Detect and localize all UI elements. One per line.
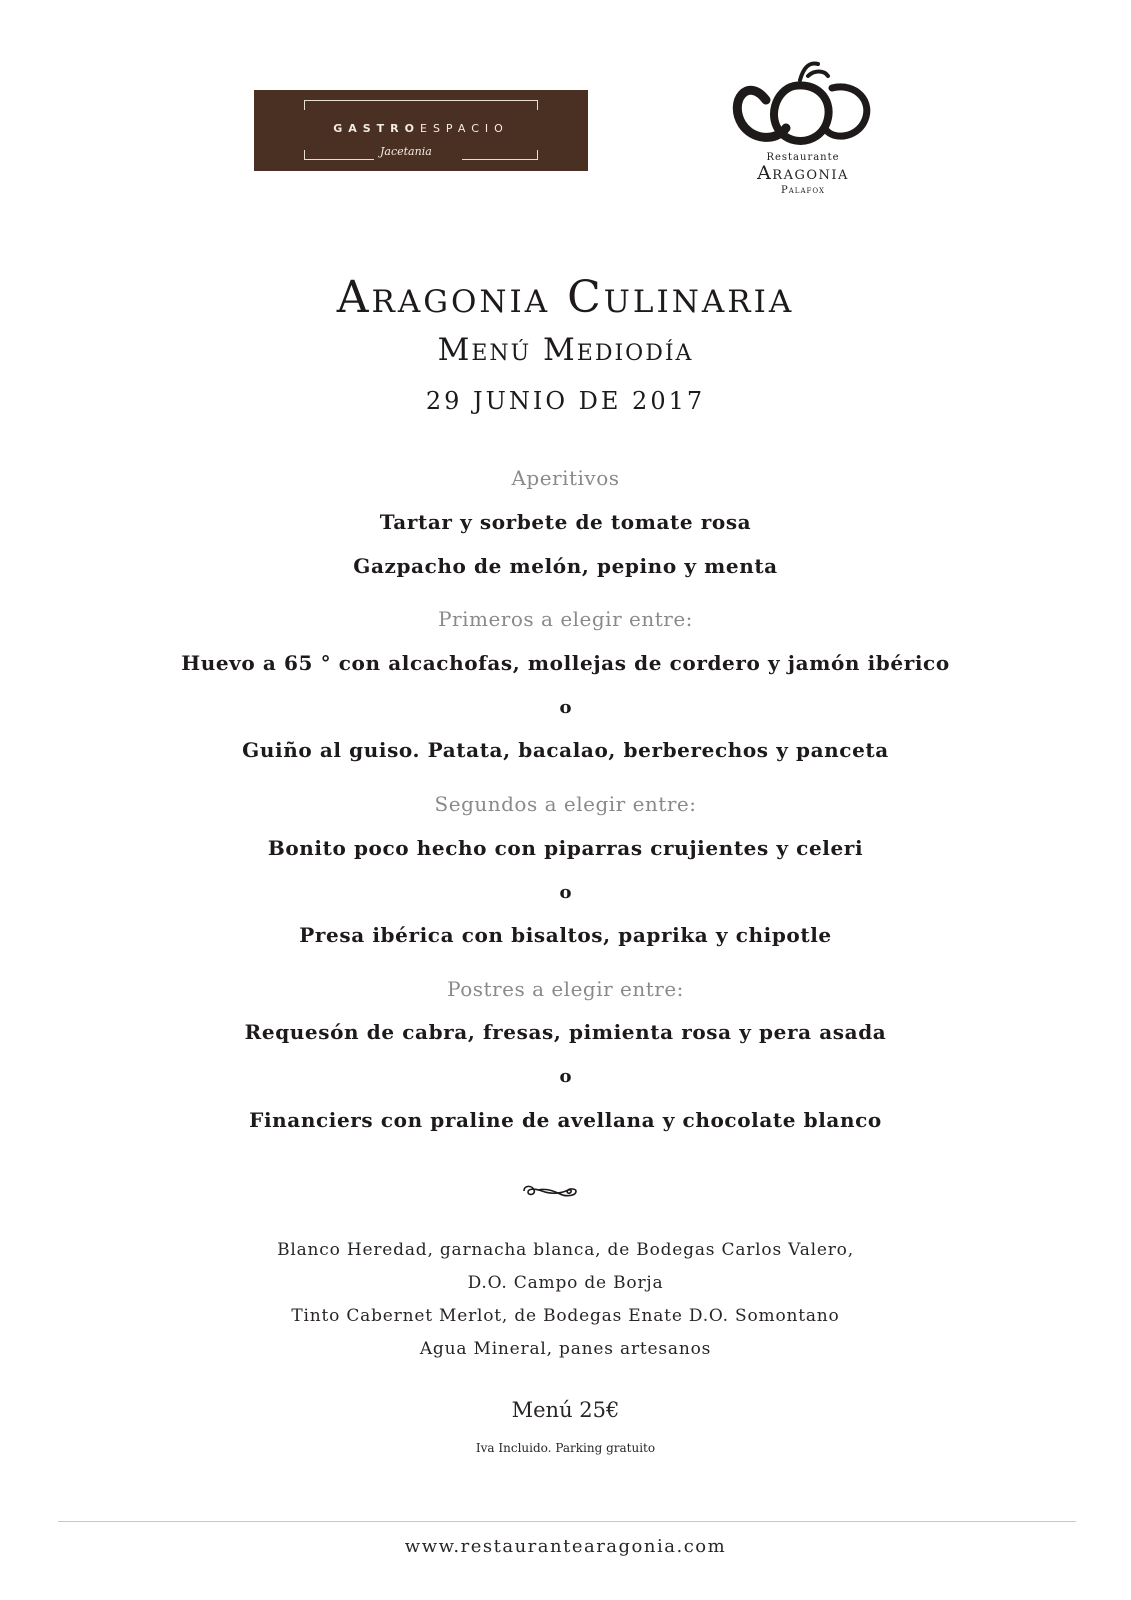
section-primeros-heading: Primeros a elegir entre: <box>438 607 693 631</box>
dish-item: Bonito poco hecho con piparras crujientes y celeri <box>267 836 864 860</box>
or-separator: o <box>559 697 572 718</box>
page-title: Aragonia Culinaria <box>336 272 795 323</box>
logo-frame <box>304 100 538 160</box>
or-separator: o <box>559 882 572 903</box>
dish-item: Gazpacho de melón, pepino y menta <box>353 554 778 578</box>
logo-wordmark: GASTROESPACIO <box>333 122 509 135</box>
dish-item: Financiers con praline de avellana y chocolate blanco <box>249 1108 882 1132</box>
menu-price: Menú 25€ <box>511 1398 620 1422</box>
drink-line: D.O. Campo de Borja <box>467 1273 664 1293</box>
dish-item: Requesón de cabra, fresas, pimienta rosa y pera asada <box>244 1020 887 1044</box>
flourish-ornament-icon <box>520 1181 580 1201</box>
aragonia-pre: Restaurante <box>766 152 840 163</box>
footer-divider <box>58 1521 1076 1522</box>
section-aperitivos-heading: Aperitivos <box>511 466 620 490</box>
website-link[interactable]: www.restaurantearagonia.com <box>404 1536 727 1557</box>
section-segundos-heading: Segundos a elegir entre: <box>434 792 697 816</box>
logo-signature: Jacetania <box>380 145 432 158</box>
menu-date: 29 JUNIO DE 2017 <box>425 387 706 415</box>
tomato-circles-icon <box>728 56 878 148</box>
section-postres-heading: Postres a elegir entre: <box>447 977 684 1001</box>
dish-item: Guiño al guiso. Patata, bacalao, berberechos y panceta <box>242 738 889 762</box>
aragonia-logo <box>728 56 878 201</box>
dish-item: Presa ibérica con bisaltos, paprika y chipotle <box>299 923 832 947</box>
dish-item: Tartar y sorbete de tomate rosa <box>379 510 752 534</box>
dish-item: Huevo a 65 ° con alcachofas, mollejas de cordero y jamón ibérico <box>181 651 950 675</box>
aragonia-post: Palafox <box>781 185 825 196</box>
price-note: Iva Incluido. Parking gratuito <box>475 1441 656 1455</box>
or-separator: o <box>559 1066 572 1087</box>
drink-line: Blanco Heredad, garnacha blanca, de Bodegas Carlos Valero, <box>277 1240 854 1260</box>
drink-line: Tinto Cabernet Merlot, de Bodegas Enate D.O. Somontano <box>291 1306 840 1326</box>
drink-line: Agua Mineral, panes artesanos <box>419 1339 712 1359</box>
menu-subtitle: Menú Mediodía <box>437 332 694 368</box>
aragonia-name: Aragonia <box>757 162 849 184</box>
gastroespacio-logo <box>254 90 588 171</box>
